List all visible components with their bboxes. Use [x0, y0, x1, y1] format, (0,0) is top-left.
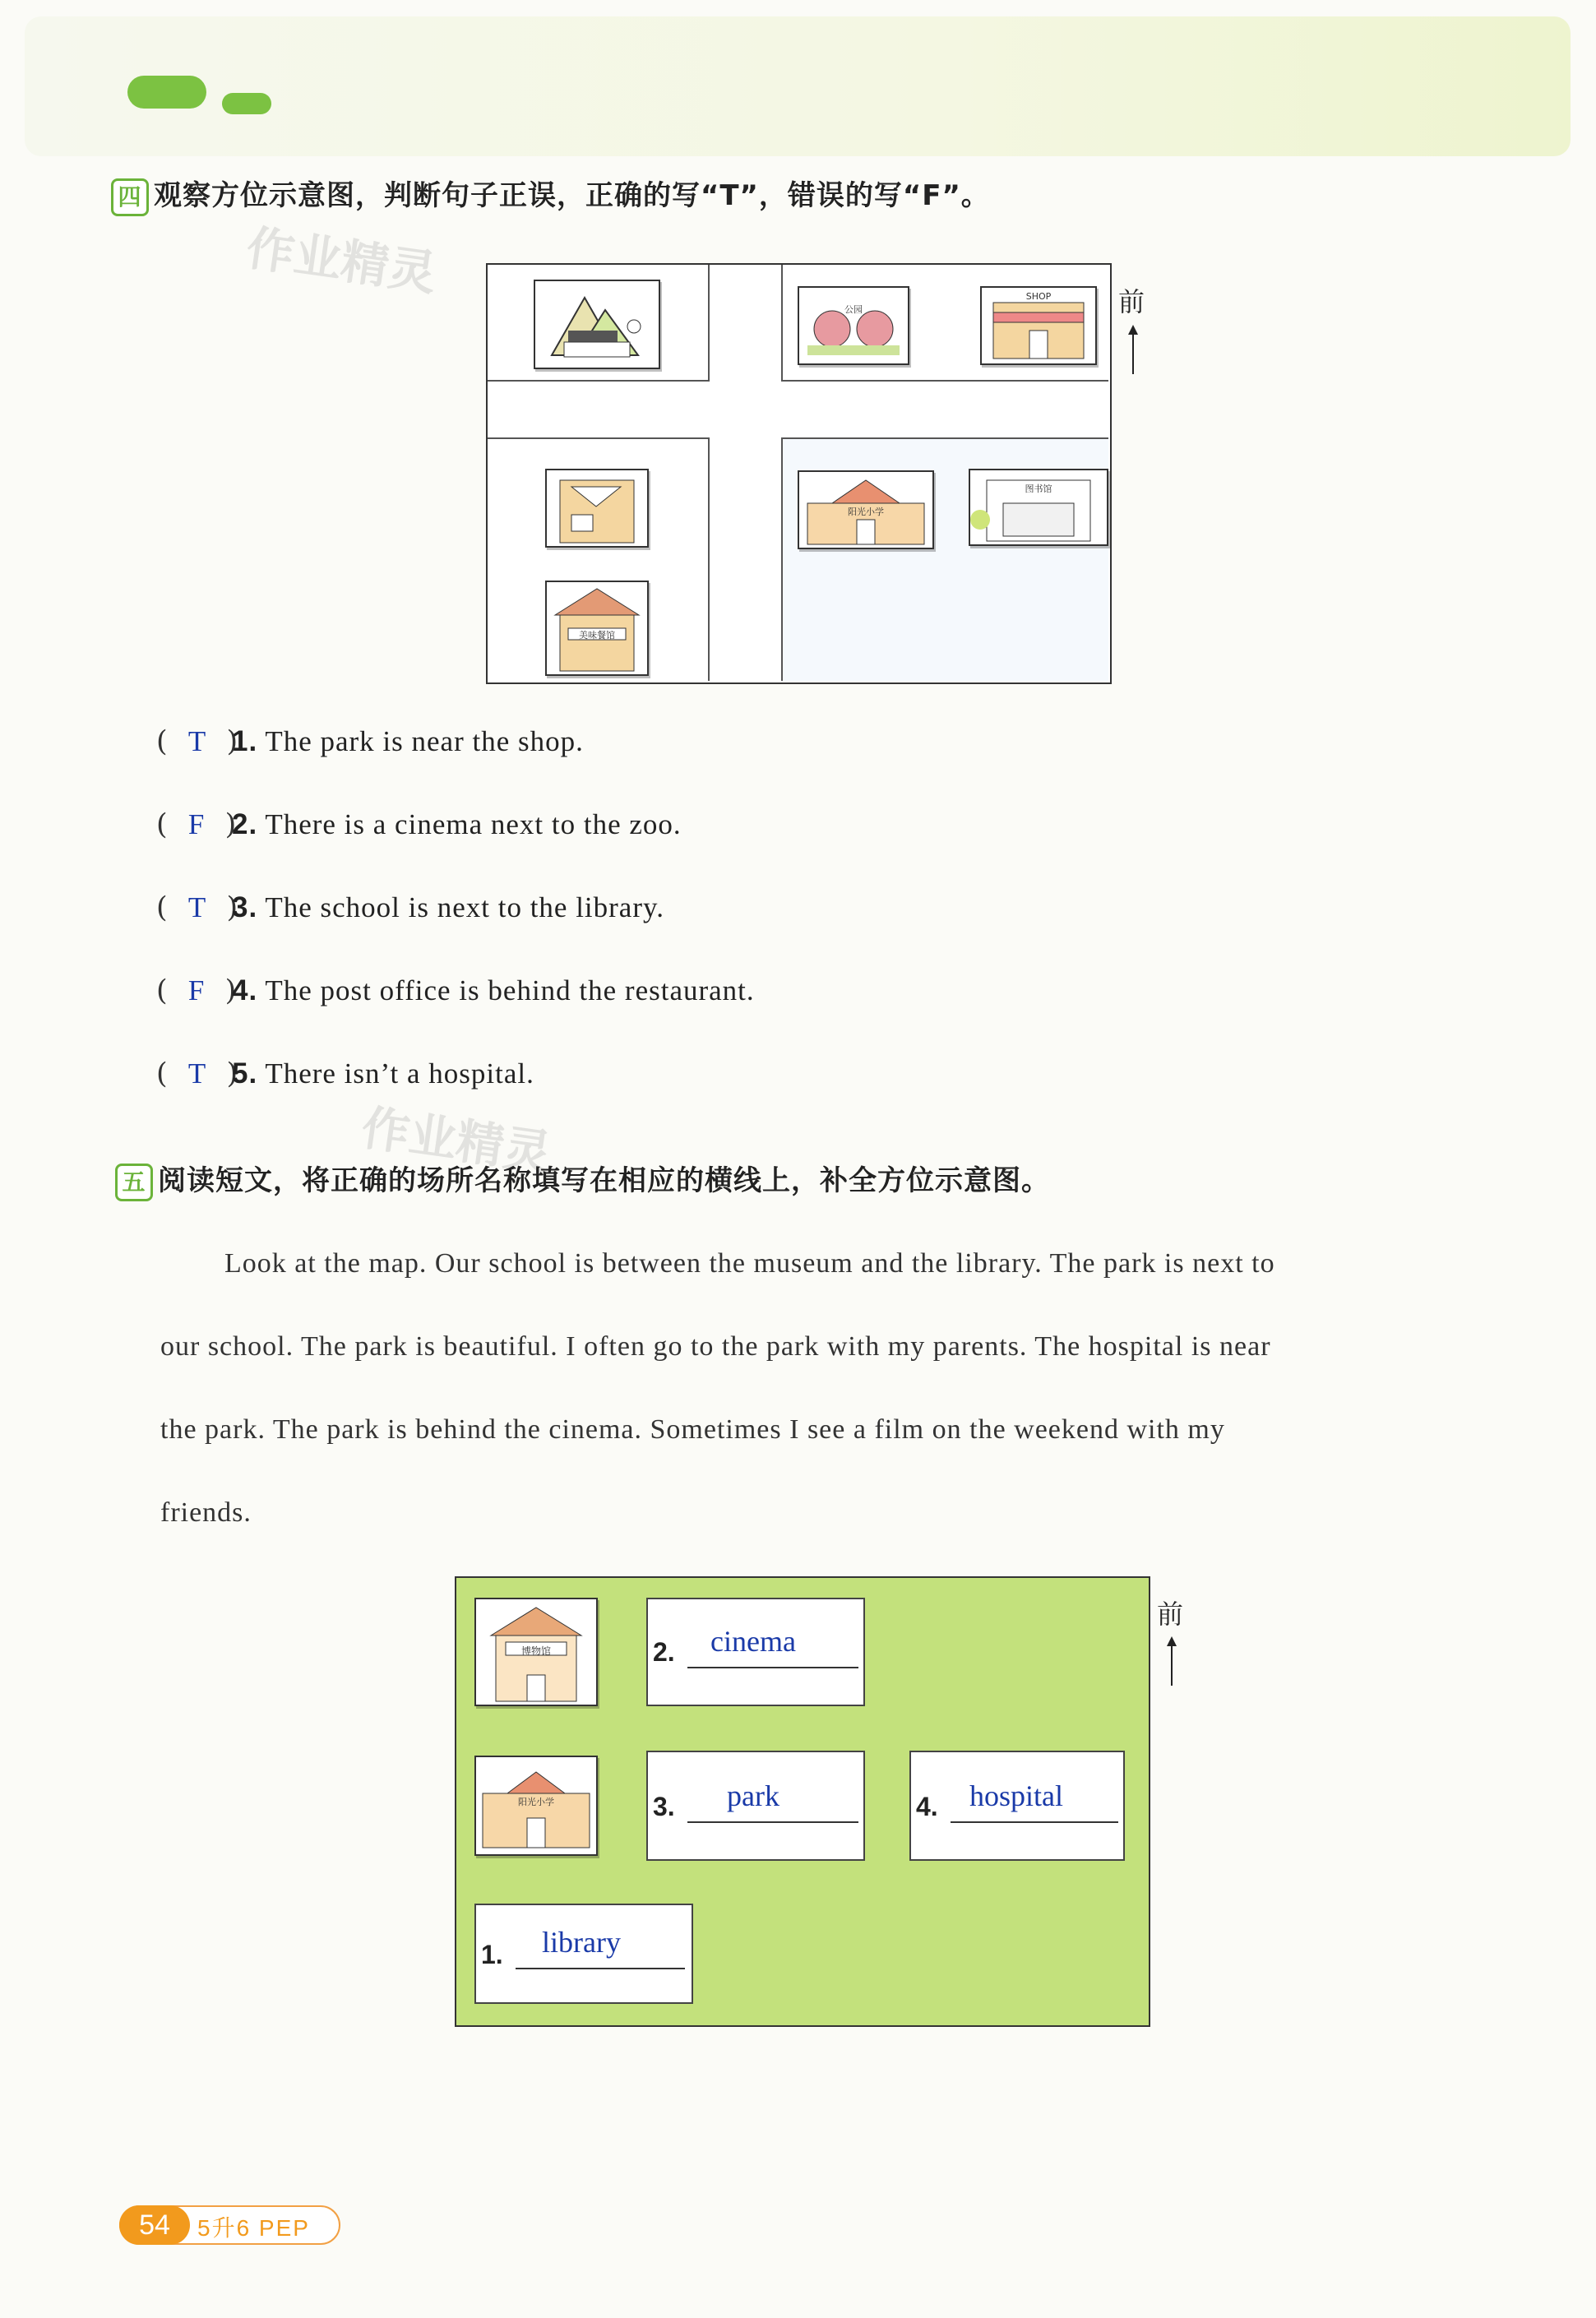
section5-instruction: 阅读短文，将正确的场所名称填写在相应的横线上，补全方位示意图。 — [158, 1164, 1050, 1197]
watermark: 作业精灵 — [358, 1099, 555, 1182]
blank-number: 4. — [916, 1792, 938, 1821]
question-number: 4. — [232, 974, 258, 1006]
answer-paren: ( F ) — [156, 808, 238, 841]
museum-sign: 博物馆 — [520, 1645, 551, 1657]
question-item — [156, 891, 664, 924]
series-label: 5升6 PEP — [197, 2215, 310, 2241]
post-office-picture — [545, 469, 649, 548]
question-item — [156, 1057, 534, 1090]
blank-cell-1 — [474, 1904, 693, 2004]
question-text: There isn’t a hospital. — [265, 1057, 534, 1090]
blank-cell-3 — [646, 1751, 865, 1861]
section5-badge: 五 — [115, 1164, 153, 1201]
direction-map-1 — [486, 263, 1112, 684]
block-top-left — [488, 265, 710, 382]
post-office-icon — [547, 470, 647, 546]
school-sign: 阳光小学 — [848, 507, 884, 517]
library-sign: 图书馆 — [1025, 483, 1052, 494]
blank-line — [951, 1821, 1118, 1823]
cloud-icon — [127, 76, 206, 109]
north-arrow-icon — [1162, 1635, 1182, 1687]
answer-value: T — [187, 891, 207, 923]
block-bottom-left — [488, 437, 710, 681]
school-picture-2 — [474, 1756, 598, 1856]
answer-paren: ( F ) — [156, 974, 238, 1007]
shop-picture — [980, 286, 1097, 365]
answer-paren: ( T ) — [156, 725, 239, 758]
section5-title — [115, 1158, 1050, 1201]
library-picture — [969, 469, 1108, 546]
blank-answer[interactable]: park — [727, 1779, 779, 1812]
restaurant-picture — [545, 581, 649, 676]
park-picture — [798, 286, 909, 365]
section4-instruction: 观察方位示意图，判断句子正误，正确的写“T”，错误的写“F”。 — [154, 179, 990, 212]
museum-picture — [474, 1598, 598, 1706]
passage-line: our school. The park is beautiful. I often go to the park with my parents. The hospital is near — [160, 1331, 1271, 1362]
blank-answer[interactable]: hospital — [969, 1779, 1063, 1812]
shop-sign: SHOP — [1025, 291, 1052, 302]
header-band — [25, 16, 1571, 156]
park-sign: 公园 — [844, 304, 863, 315]
blank-number: 2. — [653, 1637, 675, 1667]
passage-line: the park. The park is behind the cinema. Sometimes I see a film on the weekend with my — [160, 1414, 1225, 1445]
section4-badge: 四 — [111, 178, 149, 216]
school-picture — [798, 470, 934, 549]
north-arrow-icon — [1123, 323, 1143, 376]
question-text: The park is near the shop. — [265, 725, 584, 757]
front-label-2: 前 — [1157, 1599, 1184, 1630]
cloud-icon-small — [222, 93, 271, 114]
front-label-1: 前 — [1118, 286, 1145, 317]
question-text: The post office is behind the restaurant. — [265, 974, 755, 1006]
answer-value: T — [187, 725, 207, 757]
blank-number: 1. — [481, 1940, 503, 1969]
blank-cell-2 — [646, 1598, 865, 1706]
blank-answer[interactable]: library — [542, 1926, 621, 1959]
question-number: 3. — [232, 891, 258, 923]
answer-value: F — [187, 808, 206, 840]
block-top-right — [781, 265, 1108, 382]
blank-line — [516, 1968, 685, 1969]
answer-paren: ( T ) — [156, 891, 239, 924]
question-item — [156, 974, 755, 1007]
blank-number: 3. — [653, 1792, 675, 1821]
passage-line: friends. — [160, 1497, 252, 1528]
reading-passage — [160, 1222, 1492, 1554]
question-text: There is a cinema next to the zoo. — [265, 808, 682, 840]
restaurant-sign: 美味餐馆 — [579, 630, 615, 641]
blank-line — [687, 1667, 858, 1668]
question-text: The school is next to the library. — [265, 891, 664, 923]
section4-title — [111, 173, 990, 216]
blank-cell-4 — [909, 1751, 1125, 1861]
question-number: 5. — [232, 1057, 258, 1090]
question-item — [156, 808, 682, 841]
question-item — [156, 725, 584, 758]
passage-line: Look at the map. Our school is between the museum and the library. The park is next to — [224, 1248, 1275, 1279]
blank-line — [687, 1821, 858, 1823]
zoo-picture — [534, 280, 660, 369]
zoo-icon — [535, 281, 659, 368]
watermark: 作业精灵 — [243, 220, 440, 302]
park-icon — [799, 288, 908, 363]
question-number: 1. — [232, 725, 258, 757]
block-bottom-right — [781, 437, 1108, 681]
blank-answer[interactable]: cinema — [710, 1625, 796, 1658]
answer-paren: ( T ) — [156, 1057, 239, 1090]
page-number: 54 — [119, 2205, 190, 2245]
direction-map-2 — [455, 1576, 1150, 2027]
question-number: 2. — [232, 808, 258, 840]
answer-value: T — [187, 1057, 207, 1090]
school-sign-2: 阳光小学 — [518, 1797, 554, 1807]
answer-value: F — [187, 974, 206, 1006]
